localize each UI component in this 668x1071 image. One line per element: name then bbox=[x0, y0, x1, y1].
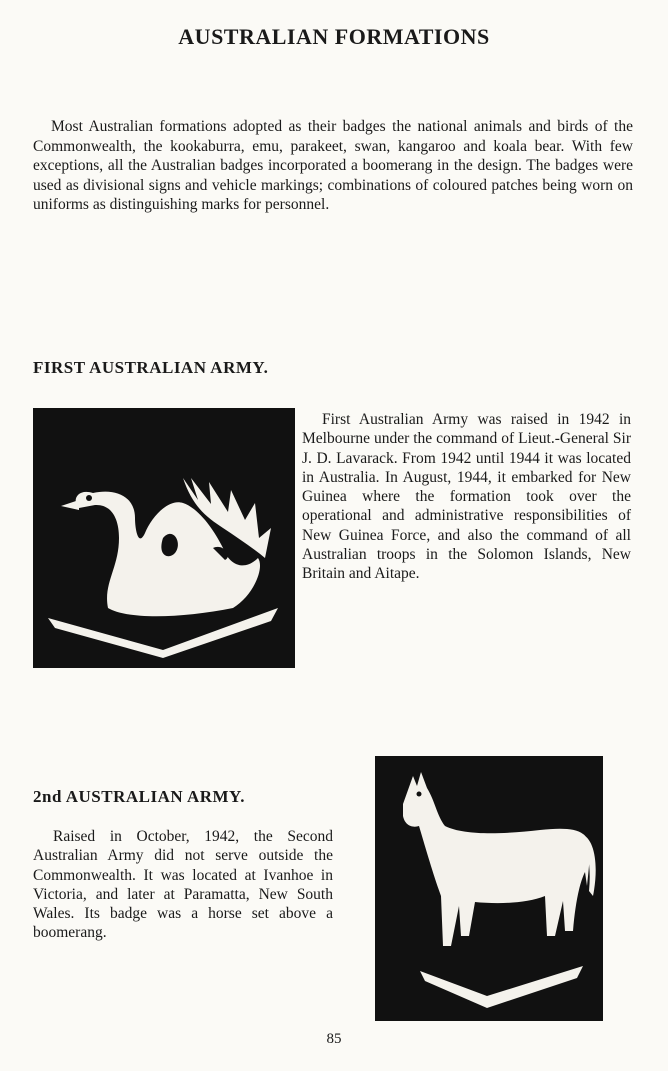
intro-paragraph: Most Australian formations adopted as their badges the national animals and birds of the Commonwealth, the kookaburra, emu, parakeet, swan, kangaroo and koala bear. With few exceptions, all the Australian badges incorporated a boomerang in the design. The badges were used as divisional signs and vehicle markings; combinations of coloured patches being worn on uniforms as distinguishing marks for personnel. bbox=[33, 118, 633, 213]
section-heading-second-army: 2nd AUSTRALIAN ARMY. bbox=[33, 787, 246, 806]
section-text-second-army: Raised in October, 1942, the Second Australian Army did not serve outside the Commonwealth. It was located at Ivanhoe in Victoria, and later at Paramatta, New South Wales. Its badge was a horse set above a boomerang. bbox=[33, 828, 333, 942]
page-number: 85 bbox=[326, 1031, 342, 1047]
section-text-first-army: First Australian Army was raised in 1942 in Melbourne under the command of Lieut.-General Sir J. D. Lavarack. From 1942 until 1944 it was located in Australia. In August, 1944, it embarked for New Guinea where the formation took over the operational and administrative responsibilities of New Guinea Force, and also the command of all Australian troops in the Solomon Islands, New Britain and Aitape. bbox=[302, 411, 631, 583]
swan-badge-icon bbox=[33, 408, 295, 668]
page-title: AUSTRALIAN FORMATIONS bbox=[178, 24, 490, 49]
section-heading-first-army: FIRST AUSTRALIAN ARMY. bbox=[33, 358, 269, 377]
swan-icon bbox=[33, 408, 295, 668]
horse-badge-icon bbox=[375, 756, 603, 1021]
horse-icon bbox=[375, 756, 603, 1021]
